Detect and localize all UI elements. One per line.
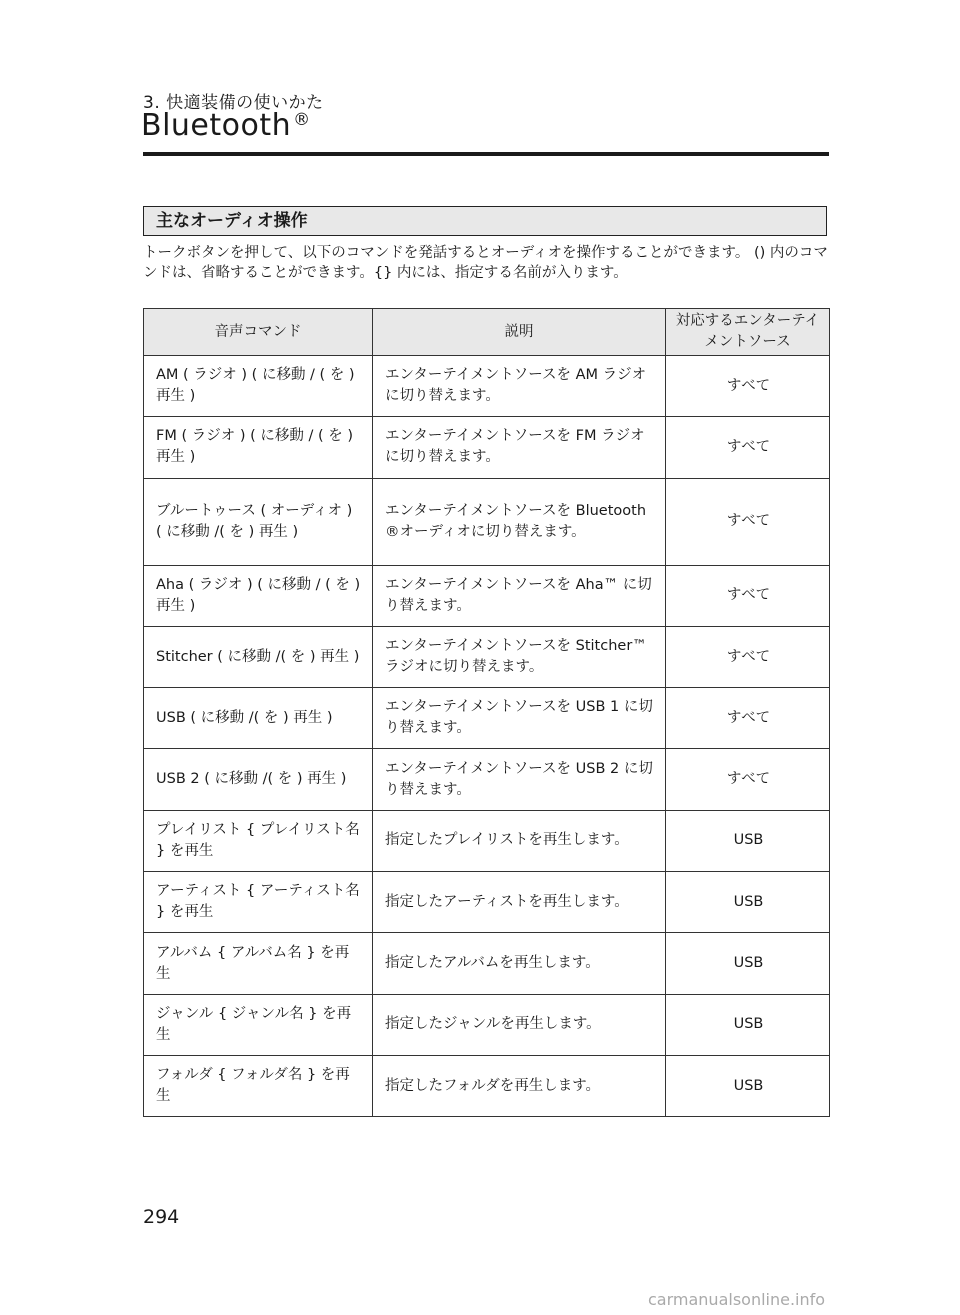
cell-source: すべて [666,417,830,478]
table-row [144,565,830,626]
cell-source: すべて [666,688,830,749]
cell-description: エンターテイメントソースを USB 2 に切り替えます。 [373,749,666,810]
table-row [144,478,830,565]
cell-description: 指定したプレイリストを再生します。 [373,810,666,871]
cell-command: USB ( に移動 /( を ) 再生 ) [144,688,373,749]
cell-command: Stitcher ( に移動 /( を ) 再生 ) [144,626,373,687]
table-row [144,933,830,994]
table-row [144,688,830,749]
header-description: 説明 [373,309,666,356]
watermark: carmanualsonline.info [648,1290,826,1309]
cell-command: ブルートゥース ( オーディオ ) ( に移動 /( を ) 再生 ) [144,478,373,565]
cell-description: エンターテイメントソースを USB 1 に切り替えます。 [373,688,666,749]
cell-source: USB [666,994,830,1055]
cell-source: すべて [666,356,830,417]
cell-description: エンターテイメントソースを Aha™ に切り替えます。 [373,565,666,626]
page-number: 294 [143,1206,180,1228]
cell-description: 指定したフォルダを再生します。 [373,1055,666,1116]
header-source: 対応するエンターテイメントソース [666,309,830,356]
table-row [144,417,830,478]
cell-command: FM ( ラジオ ) ( に移動 / ( を ) 再生 ) [144,417,373,478]
chapter-label: 3. 快適装備の使いかた [143,93,324,113]
cell-description: エンターテイメントソースを FM ラジオに切り替えます。 [373,417,666,478]
table-row [144,626,830,687]
table-row [144,810,830,871]
table-row [144,994,830,1055]
title-rule [143,152,829,156]
cell-description: 指定したアルバムを再生します。 [373,933,666,994]
registered-mark: ® [293,110,311,130]
cell-description: 指定したアーティストを再生します。 [373,872,666,933]
cell-command: Aha ( ラジオ ) ( に移動 / ( を ) 再生 ) [144,565,373,626]
cell-description: エンターテイメントソースを Stitcher™ ラジオに切り替えます。 [373,626,666,687]
cell-source: USB [666,810,830,871]
page-title [141,108,311,143]
cell-source: USB [666,1055,830,1116]
cell-command: フォルダ { フォルダ名 } を再生 [144,1055,373,1116]
table-header-row [144,309,830,356]
table-row [144,872,830,933]
voice-command-table [143,308,830,1117]
cell-description: エンターテイメントソースを Bluetooth®オーディオに切り替えます。 [373,478,666,565]
cell-source: すべて [666,749,830,810]
section-heading: 主なオーディオ操作 [143,206,827,236]
table-row [144,356,830,417]
table-row [144,749,830,810]
cell-command: プレイリスト { プレイリスト名 } を再生 [144,810,373,871]
section-intro: トークボタンを押して、以下のコマンドを発話するとオーディオを操作することができます。 () 内のコマンドは、省略することができます。{} 内には、指定する名前が入ります。 [143,245,828,281]
page-title-text: Bluetooth [141,108,292,143]
cell-command: ジャンル { ジャンル名 } を再生 [144,994,373,1055]
cell-command: USB 2 ( に移動 /( を ) 再生 ) [144,749,373,810]
cell-source: すべて [666,626,830,687]
cell-source: すべて [666,478,830,565]
cell-source: USB [666,933,830,994]
cell-command: AM ( ラジオ ) ( に移動 / ( を ) 再生 ) [144,356,373,417]
cell-description: 指定したジャンルを再生します。 [373,994,666,1055]
cell-command: アルバム { アルバム名 } を再生 [144,933,373,994]
cell-source: すべて [666,565,830,626]
header-command: 音声コマンド [144,309,373,356]
cell-command: アーティスト { アーティスト名 } を再生 [144,872,373,933]
cell-source: USB [666,872,830,933]
table-row [144,1055,830,1116]
cell-description: エンターテイメントソースを AM ラジオに切り替えます。 [373,356,666,417]
